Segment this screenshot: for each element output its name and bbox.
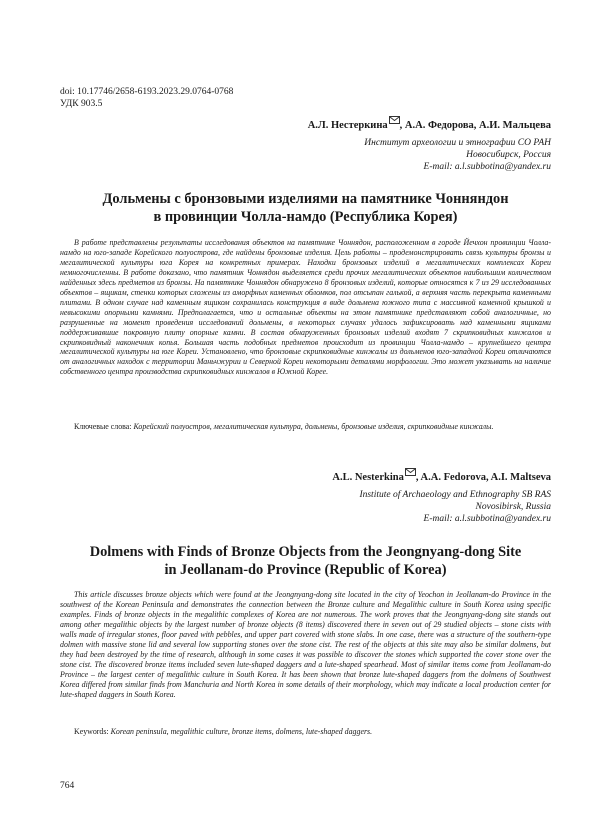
article-identifiers: [60, 86, 233, 110]
ru-keywords-text: Корейский полуостров, мегалитическая культура, дольмены, бронзовые изделия, скрипковидные кинжалы.: [133, 422, 494, 431]
ru-author-corresponding: А.Л. Нестеркина: [307, 120, 388, 131]
ru-authors-rest: , А.А. Федорова, А.И. Мальцева: [399, 120, 551, 131]
en-title: [60, 543, 551, 579]
doi[interactable]: doi: 10.17746/2658-6193.2023.29.0764-0768: [60, 87, 234, 97]
en-title-line2: in Jeollanam-do Province (Republic of Korea): [164, 562, 447, 578]
ru-title-line2: в провинции Чолла-намдо (Республика Корея): [153, 209, 458, 225]
page-number: 764: [60, 781, 75, 791]
ru-institute: Институт археологии и этнографии СО РАН: [364, 138, 551, 148]
en-keywords-label: Keywords:: [74, 727, 111, 736]
en-affiliation: [359, 489, 551, 526]
ru-authors: [308, 120, 551, 131]
ru-keywords: [60, 422, 551, 432]
ru-affiliation: [364, 137, 551, 174]
en-authors: [332, 472, 551, 483]
en-title-line1: Dolmens with Finds of Bronze Objects from the Jeongnyang-dong Site: [89, 544, 522, 560]
ru-title: [60, 190, 551, 226]
en-authors-rest: , A.A. Fedorova, A.I. Maltseva: [415, 472, 551, 483]
en-location: Novosibirsk, Russia: [475, 502, 551, 513]
ru-email[interactable]: E-mail: a.l.subbotina@yandex.ru: [423, 162, 551, 173]
ru-abstract: В работе представлены результаты исследования объектов на памятнике Чоннядон, расположенном в городе Йечхон провинции Чолла-намдо на юго-западе Корейского полуострова, где найдены бронзовые изделия. Цель работы – продемонстрировать связь культуры бронзы и мегалитической культуры юга Корея на конкретных примерах. Находки бронзовых изделий в мегалитических комплексах Кореи немногочисленны. В работе доказано, что памятник Чоннядон выделяется среди прочих мегалитических объектов наибольшим количеством найденных здесь предметов из бронзы. На памятнике Чоннядон обнаружено 8 бронзовых изделий, которые относятся к 7 из 29 исследованных объектов – ящикам, стенки которых сложены из аморфных каменных обломков, пол отсыпан галькой, а верхняя часть перекрыта каменными плитами. В одном случае над каменным ящиком сохранилась конструкция в виде дольмена южного типа с массивной каменной крышкой и невысокими опорными камнями. Предполагается, что и остальные объекты на этом памятнике представляют собой аналогичные, но разрушенные на момент проведения исследований дольмены, в некоторых случаях удалось зафиксировать над каменными ящиками поддерживавшие покровную плиту опорные камни. В состав обнаруженных бронзовых изделий входят 7 скрипковидных кинжалов и скрипковидный наконечник копья. Большая часть подобных предметов происходит из провинции Чолла-намдо – крупнейшего центра мегалитической культуры на юге Кореи. Установлено, что бронзовые скрипковидные кинжалы из дольменов юго-западной Кореи отличаются от аналогичных находок с территории Маньчжурии и Северной Кореи некоторыми деталями морфологии. Это может указывать на наличие собственного центра производства скрипковидных кинжалов в Южной Корее.: [60, 238, 551, 377]
en-institute: Institute of Archaeology and Ethnography SB RAS: [359, 490, 551, 500]
en-author-corresponding: A.L. Nesterkina: [332, 472, 404, 483]
envelope-icon: [389, 116, 400, 124]
ru-location: Новосибирск, Россия: [466, 150, 551, 161]
en-abstract: This article discusses bronze objects which were found at the Jeongnyang-dong site located in the city of Yeochon in Jeollanam-do Province in the southwest of the Korean Peninsula and demonstrates the connection between the Bronze culture and Megalithic culture in South Korea using specific examples. Finds of bronze objects in the megalithic complexes of Korea are not numerous. The work proves that the Jeongnyang-dong site stands out among other megalithic objects by the largest number of bronze objects (8 items) discovered there in seven out of 29 studied objects – stone cists with walls made of irregular stones, floor paved with pebbles, and upper part covered with stone slabs. In one case, there was a structure of the southern-type dolmen with massive stone lid and several low supporting stones over the stone cist. The rest of the objects at this site may also be similar dolmens, but they had been destroyed by the time of research, although in some cases it was possible to discover the stones which supported the cover stone over the stone cist. The discovered bronze items included seven lute-shaped daggers and a lute-shaped spearhead. Most of similar items come from Jeollanam-do Province – the largest center of megalithic culture in South Korea. It has been shown that bronze lute-shaped daggers from the dolmens of Southwest Korea differed from similar finds from Manchuria and North Korea in some details of their morphology, which may indicate a local production center for lute-shaped daggers in South Korea.: [60, 590, 551, 699]
udk-code: УДК 903.5: [60, 99, 103, 109]
en-keywords-text: Korean peninsula, megalithic culture, bronze items, dolmens, lute-shaped daggers.: [110, 727, 373, 736]
en-email[interactable]: E-mail: a.l.subbotina@yandex.ru: [423, 514, 551, 525]
ru-title-line1: Дольмены с бронзовыми изделиями на памятнике Чонняндон: [102, 191, 509, 207]
ru-keywords-label: Ключевые слова:: [74, 422, 134, 431]
envelope-icon: [405, 468, 416, 476]
en-keywords: [60, 727, 551, 737]
